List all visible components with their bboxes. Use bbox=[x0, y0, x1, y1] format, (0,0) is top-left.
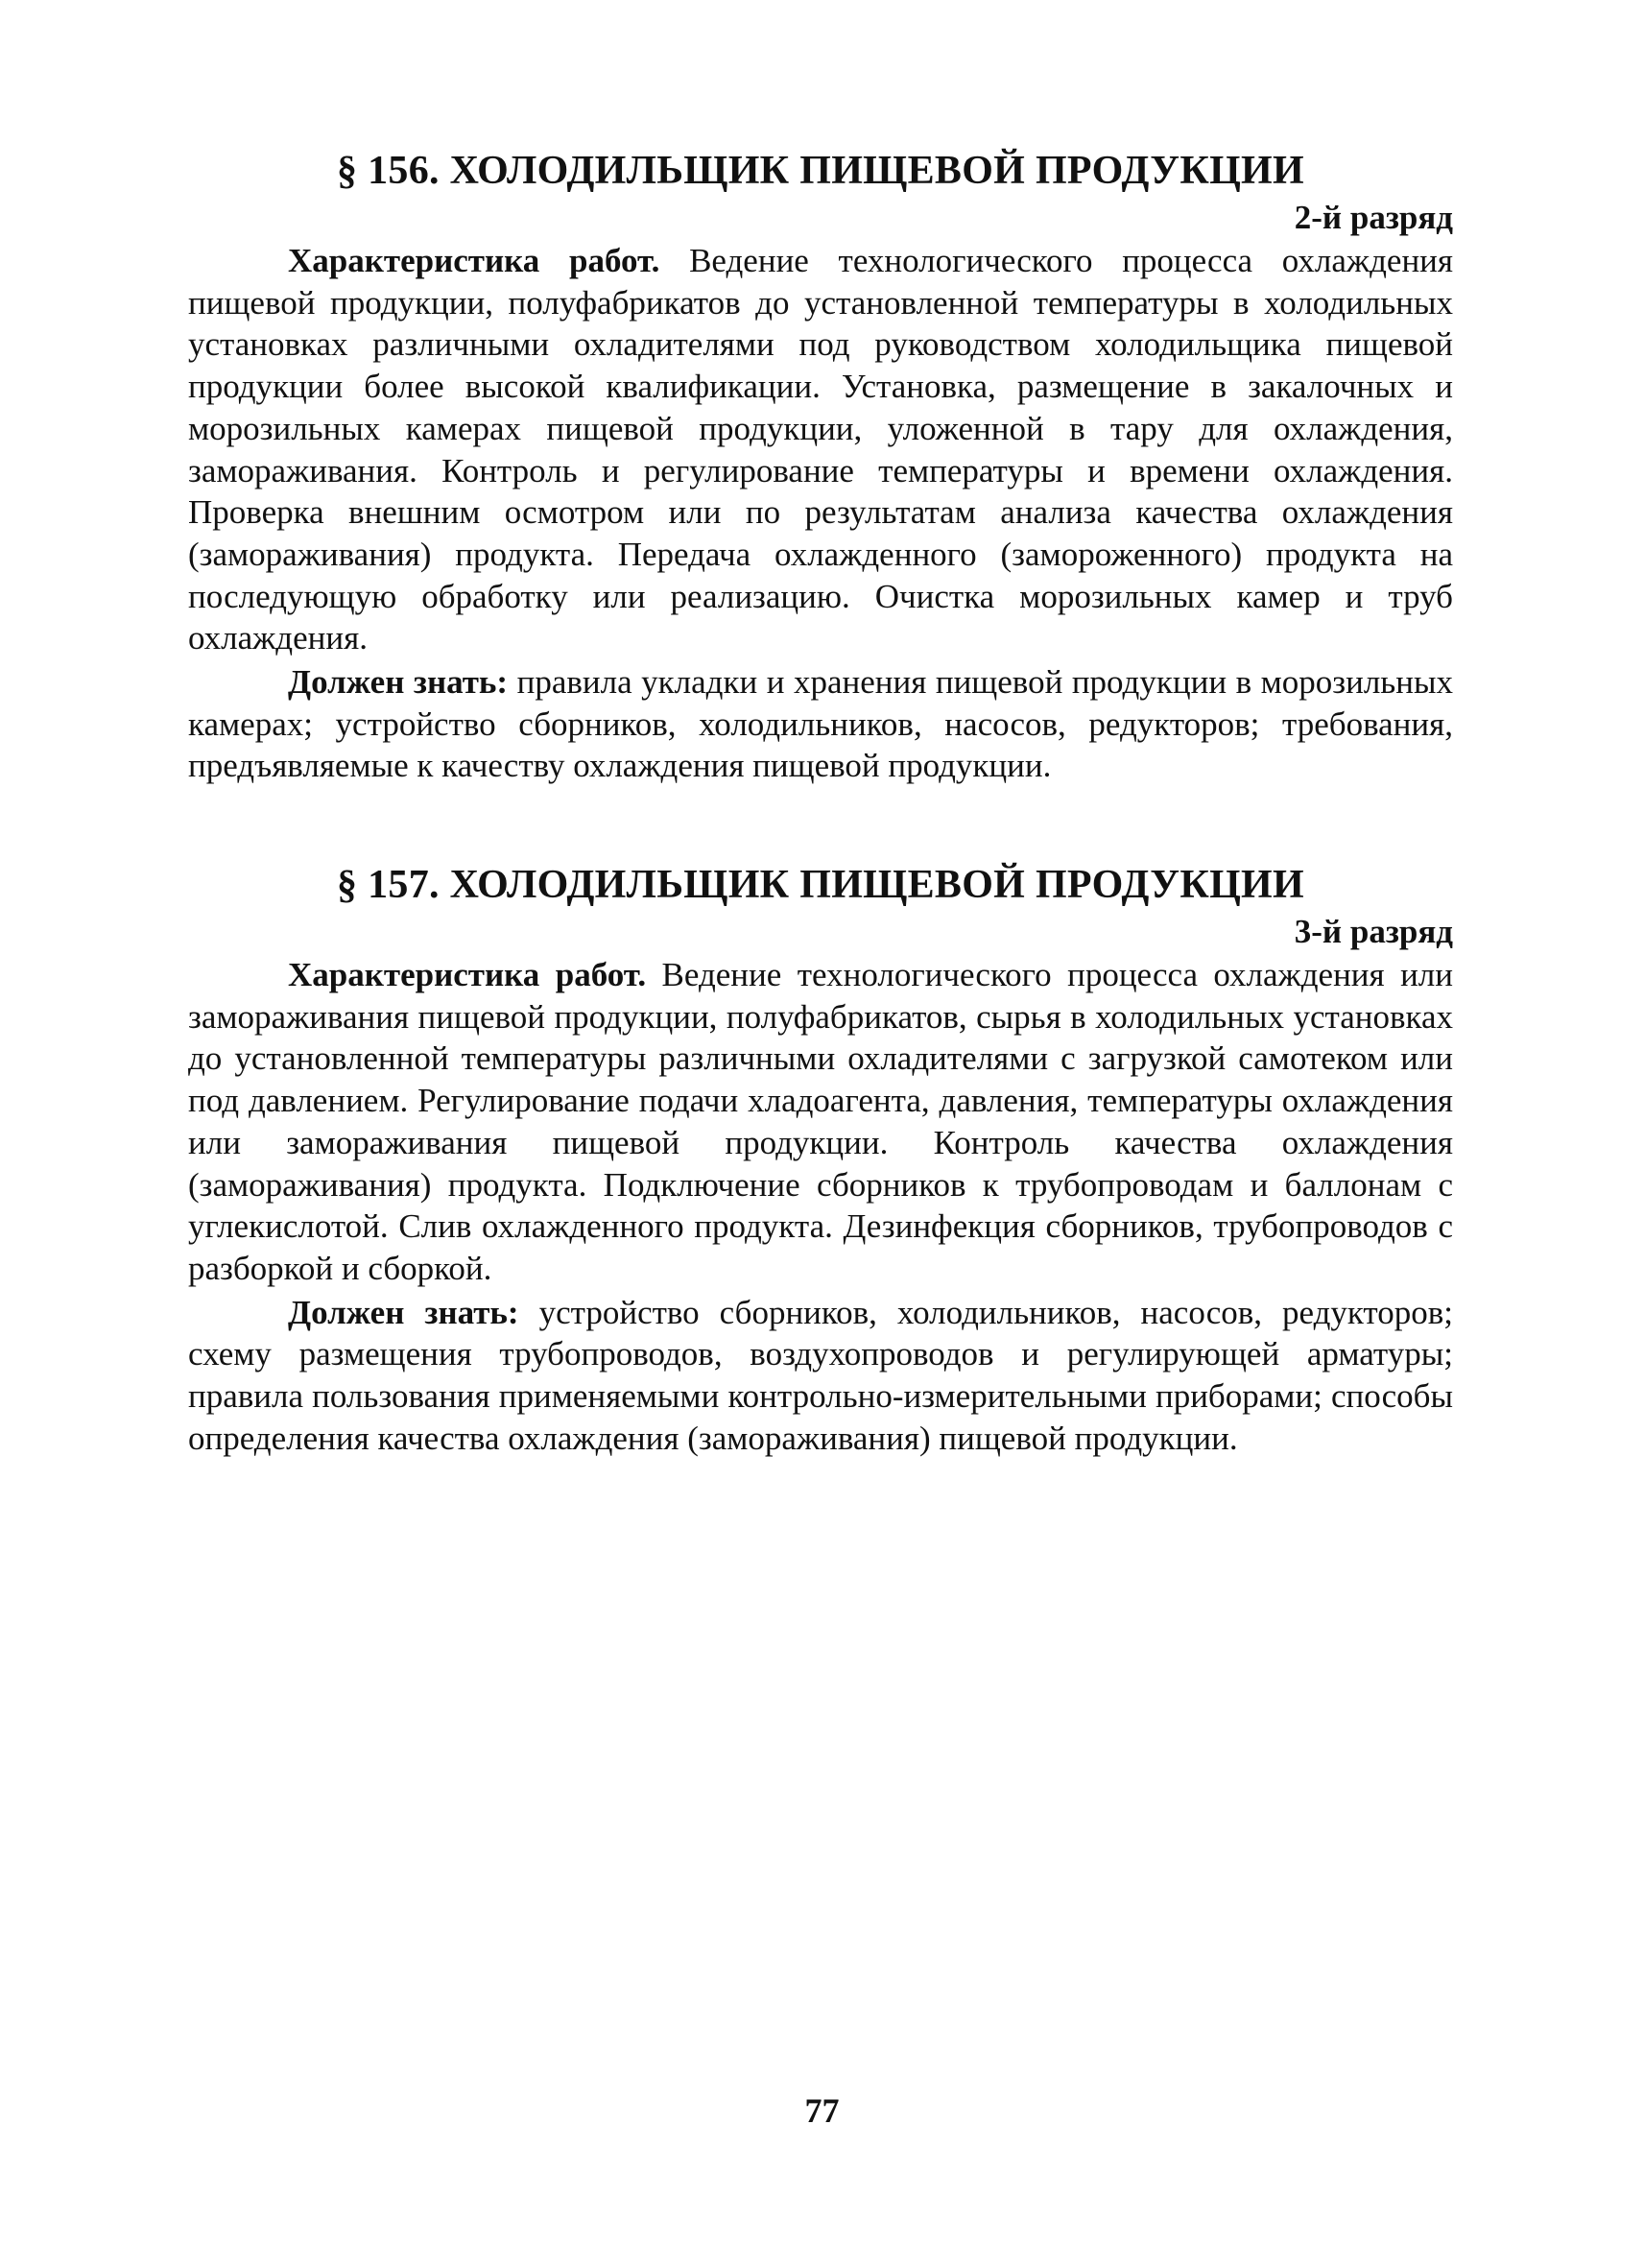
grade-label: 3-й разряд bbox=[1294, 913, 1453, 950]
section-157 bbox=[188, 860, 1453, 1461]
work-characteristics-label: Характеристика работ. bbox=[288, 242, 660, 279]
work-characteristics-text: Ведение технологического процесса охлаждения пищевой продукции, полуфабрикатов до установленной температуры в холодильных установках различными охладителями под руководством холодильщика пищевой продукции более высокой квалификации. Установка, размещение в закалочных и морозильных камерах пищевой продукции, уложенной в тару для охлаждения, замораживания. Контроль и регулирование температуры и времени охлаждения. Проверка внешним осмотром или по результатам анализа качества охлаждения (замораживания) продукта. Передача охлажденного (замороженного) продукта на последующую обработку или реализацию. Очистка морозильных камер и труб охлаждения. bbox=[188, 242, 1454, 657]
knowledge-label: Должен знать: bbox=[288, 1293, 519, 1331]
section-heading: § 157. ХОЛОДИЛЬЩИК ПИЩЕВОЙ ПРОДУКЦИИ bbox=[337, 863, 1304, 907]
section-156 bbox=[188, 146, 1453, 789]
work-characteristics-text: Ведение технологического процесса охлаждения или замораживания пищевой продукции, полуфабрикатов, сырья в холодильных установках до установленной температуры различными охладителями с загрузкой самотеком или под давлением. Регулирование подачи хладоагента, давления, температуры охлаждения или замораживания пищевой продукции. Контроль качества охлаждения (замораживания) продукта. Подключение сборников к трубопроводам и баллонам с углекислотой. Слив охлажденного продукта. Дезинфекция сборников, трубопроводов с разборкой и сборкой. bbox=[188, 956, 1453, 1287]
grade-label: 2-й разряд bbox=[1294, 199, 1453, 236]
work-characteristics-paragraph bbox=[188, 240, 1453, 659]
knowledge-text: правила укладки и хранения пищевой продукции в морозильных камерах; устройство сборников, холодильников, насосов, редукторов; требования, предъявляемые к качеству охлаждения пищевой продукции. bbox=[188, 663, 1453, 785]
knowledge-paragraph bbox=[188, 1292, 1453, 1460]
knowledge-text: устройство сборников, холодильников, насосов, редукторов; схему размещения трубопроводов, воздухопроводов и регулирующей арматуры; правила пользования применяемыми контрольно-измерительными приборами; способы определения качества охлаждения (замораживания) пищевой продукции. bbox=[188, 1293, 1454, 1457]
page-number: 77 bbox=[804, 2091, 840, 2130]
work-characteristics-label: Характеристика работ. bbox=[288, 956, 647, 993]
work-characteristics-paragraph bbox=[188, 954, 1453, 1290]
knowledge-paragraph bbox=[188, 661, 1453, 787]
section-heading: § 156. ХОЛОДИЛЬЩИК ПИЩЕВОЙ ПРОДУКЦИИ bbox=[337, 149, 1304, 193]
knowledge-label: Должен знать: bbox=[288, 663, 509, 702]
